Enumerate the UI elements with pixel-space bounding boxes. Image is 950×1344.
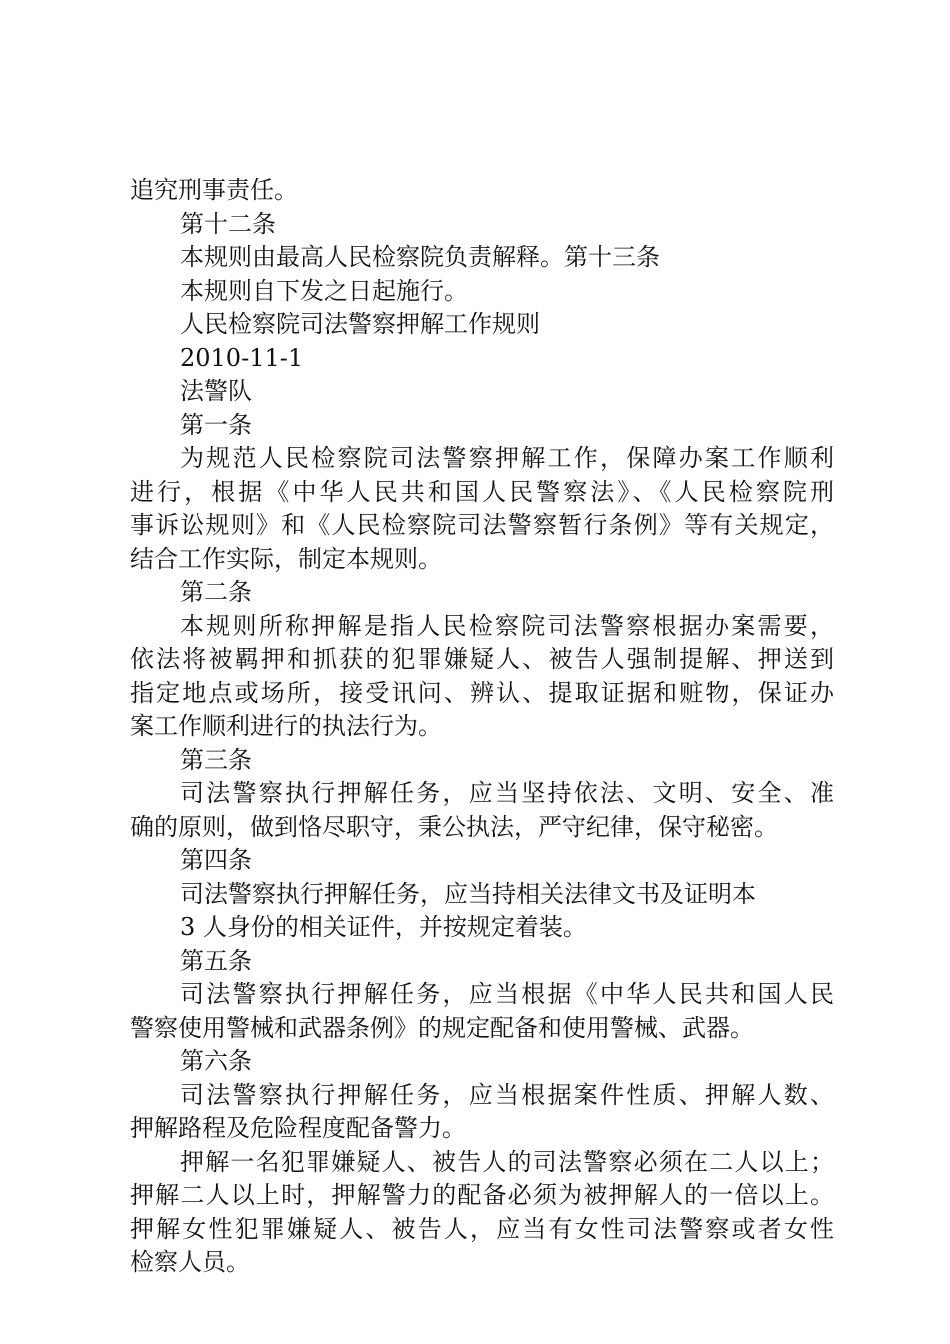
text-line: 司法警察执行押解任务，应当根据案件性质、押解人数、 xyxy=(180,1080,834,1109)
text-line: 人民检察院司法警察押解工作规则 xyxy=(180,310,540,338)
text-line: 结合工作实际，制定本规则。 xyxy=(130,544,442,573)
text-line: 第四条 xyxy=(180,846,252,874)
text-line: 追究刑事责任。 xyxy=(130,176,298,204)
text-line: 司法警察执行押解任务，应当持相关法律文书及证明本 xyxy=(180,879,756,908)
text-line: 第六条 xyxy=(180,1047,252,1075)
text-line: 第一条 xyxy=(180,410,252,439)
text-line: 押解二人以上时，押解警力的配备必须为被押解人的一倍以上。 xyxy=(130,1181,834,1209)
document-body xyxy=(130,174,834,1280)
text-line: 确的原则，做到恪尽职守，秉公执法，严守纪律，保守秘密。 xyxy=(130,812,778,841)
text-line: 为规范人民检察院司法警察押解工作，保障办案工作顺利 xyxy=(180,444,834,472)
text-line: 司法警察执行押解任务，应当根据《中华人民共和国人民 xyxy=(180,980,834,1008)
text-line: 押解路程及危险程度配备警力。 xyxy=(130,1114,466,1142)
text-line: 第五条 xyxy=(180,946,252,975)
text-line: 第三条 xyxy=(180,745,252,774)
text-line: 2010-11-1 xyxy=(180,343,304,372)
text-line: 本规则所称押解是指人民检察院司法警察根据办案需要， xyxy=(180,611,834,640)
text-line: 案工作顺利进行的执法行为。 xyxy=(130,712,442,740)
text-line: 司法警察执行押解任务，应当坚持依法、文明、安全、准 xyxy=(180,779,834,807)
text-line: 押解一名犯罪嫌疑人、被告人的司法警察必须在二人以上； xyxy=(180,1147,834,1176)
text-line: 检察人员。 xyxy=(130,1248,250,1276)
text-line: 指定地点或场所，接受讯问、辨认、提取证据和赃物，保证办 xyxy=(130,678,834,707)
text-line: 押解女性犯罪嫌疑人、被告人，应当有女性司法警察或者女性 xyxy=(130,1214,834,1243)
text-line: 依法将被羁押和抓获的犯罪嫌疑人、被告人强制提解、押送到 xyxy=(130,645,834,673)
text-line: 第十二条 xyxy=(180,209,276,238)
text-line: 本规则由最高人民检察院负责解释。第十三条 xyxy=(180,243,660,271)
text-line: 事诉讼规则》和《人民检察院司法警察暂行条例》等有关规定， xyxy=(130,511,834,539)
text-line: 3 人身份的相关证件，并按规定着装。 xyxy=(180,913,587,941)
text-line: 法警队 xyxy=(180,377,252,405)
text-line: 进行，根据《中华人民共和国人民警察法》、《人民检察院刑 xyxy=(130,477,834,506)
text-line: 本规则自下发之日起施行。 xyxy=(180,276,468,305)
text-line: 警察使用警械和武器条例》的规定配备和使用警械、武器。 xyxy=(130,1013,754,1042)
text-line: 第二条 xyxy=(180,578,252,606)
